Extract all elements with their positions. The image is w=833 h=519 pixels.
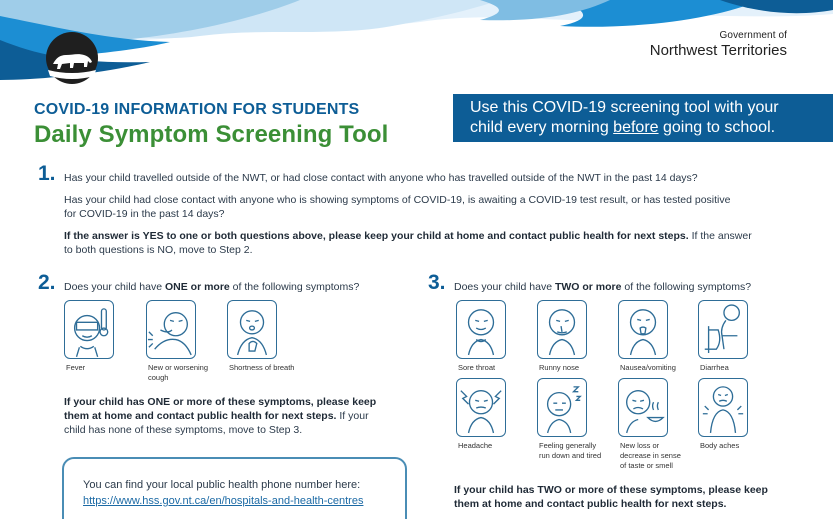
- symptom-label-sore-throat: Sore throat: [458, 363, 496, 372]
- step1-question2-line1: Has your child had close contact with anyone who is showing symptoms of COVID-19, is awaiting a COVID-19 test result, or has tested positive: [64, 194, 731, 206]
- step1-question1: Has your child travelled outside of the NWT, or had close contact with anyone who has travelled outside of the NWT in the past 14 days?: [64, 172, 698, 184]
- symptom-label-loss-of-taste-line3: of taste or smell: [620, 461, 673, 470]
- step3-question: [454, 280, 824, 294]
- step2-result-bold2: them at home and contact public health for next steps.: [64, 410, 337, 422]
- symptom-label-fever: Fever: [66, 363, 86, 372]
- loss-of-taste-icon: [619, 379, 667, 436]
- page-title: Daily Symptom Screening Tool: [34, 121, 389, 148]
- symptom-tile-tired: [537, 378, 587, 437]
- step3-question-post: of the following symptoms?: [621, 281, 752, 293]
- callout-line2-pre: child every morning: [470, 119, 614, 136]
- step2-result-bold1: If your child has ONE or more of these symptoms, please keep: [64, 396, 377, 408]
- government-logo-text: [650, 30, 787, 59]
- government-small-text: Government of: [719, 30, 787, 41]
- diarrhea-icon: [699, 301, 747, 358]
- government-big-text: Northwest Territories: [649, 42, 787, 59]
- step2-question: [64, 280, 424, 294]
- symptom-label-loss-of-taste-line1: New loss or: [620, 441, 660, 450]
- instruction-callout: [453, 94, 833, 142]
- step1-number: 1.: [38, 162, 56, 185]
- symptom-label-loss-of-taste-line2: decrease in sense: [620, 451, 681, 460]
- callout-emphasis: before: [613, 119, 659, 136]
- title-block: [34, 101, 388, 149]
- step2-question-post: of the following symptoms?: [229, 281, 360, 293]
- symptom-tile-nausea: [618, 300, 668, 359]
- symptom-tile-runny-nose: [537, 300, 587, 359]
- runny-nose-icon: [538, 301, 586, 358]
- step2-result-rest: If your: [336, 410, 369, 422]
- step2-number: 2.: [38, 271, 56, 294]
- symptom-label-diarrhea: Diarrhea: [700, 363, 729, 372]
- info-text: You can find your local public health phone number here:: [83, 479, 361, 491]
- headache-icon: [457, 379, 505, 436]
- symptom-tile-loss-of-taste: [618, 378, 668, 437]
- symptom-label-runny-nose: Runny nose: [539, 363, 580, 372]
- sore-throat-icon: [457, 301, 505, 358]
- step2-result-line2: [64, 409, 424, 423]
- callout-line2-post: going to school.: [658, 119, 776, 136]
- symptom-label-nausea: Nausea/vomiting: [620, 363, 676, 372]
- step3-result-bold2: them at home and contact public health for next steps.: [454, 498, 727, 510]
- step2-result-line1: [64, 395, 424, 409]
- step1-instruction-line1: [64, 229, 833, 243]
- health-centres-link[interactable]: https://www.hss.gov.nt.ca/en/hospitals-and-health-centres: [83, 495, 364, 507]
- symptom-label-cough-line1: New or worsening: [148, 363, 209, 372]
- step1-instruction-rest: If the answer: [688, 230, 752, 242]
- symptom-tile-sore-throat: [456, 300, 506, 359]
- symptom-tile-diarrhea: [698, 300, 748, 359]
- symptom-tile-fever: [64, 300, 114, 359]
- symptom-tile-headache: [456, 378, 506, 437]
- public-health-info-box: [62, 457, 407, 519]
- step1-instruction-bold: If the answer is YES to one or both questions above, please keep your child at home and contact public health for next steps.: [64, 230, 689, 242]
- callout-line1: Use this COVID-19 screening tool with your: [470, 99, 779, 116]
- step3-result-bold1: If your child has TWO or more of these symptoms, please keep: [454, 484, 768, 496]
- symptom-label-shortness-of-breath: Shortness of breath: [229, 363, 295, 372]
- symptom-label-tired-line1: Feeling generally: [539, 441, 597, 450]
- symptom-tile-shortness-of-breath: [227, 300, 277, 359]
- nausea-icon: [619, 301, 667, 358]
- step2-question-pre: Does your child have: [64, 281, 165, 293]
- symptom-tile-cough: [146, 300, 196, 359]
- shortness-of-breath-icon: [228, 301, 276, 358]
- tired-icon: [538, 379, 586, 436]
- symptom-label-cough-line2: cough: [148, 373, 169, 382]
- covid-subtitle: COVID-19 INFORMATION FOR STUDENTS: [34, 101, 360, 118]
- body-aches-icon: [699, 379, 747, 436]
- step3-result-line2: [454, 497, 824, 511]
- step2-result-line3: child has none of these symptoms, move to Step 3.: [64, 424, 303, 436]
- step3-question-pre: Does your child have: [454, 281, 555, 293]
- step3-number: 3.: [428, 271, 446, 294]
- symptom-label-headache: Headache: [458, 441, 493, 450]
- step3-result-line1: [454, 483, 824, 497]
- fever-icon: [65, 301, 113, 358]
- symptom-label-body-aches: Body aches: [700, 441, 740, 450]
- step3-question-bold: TWO or more: [554, 281, 622, 293]
- symptom-tile-body-aches: [698, 378, 748, 437]
- symptom-label-tired-line2: run down and tired: [539, 451, 602, 460]
- step1-question2-line2: for COVID-19 in the past 14 days?: [64, 208, 225, 220]
- callout-line2: [470, 118, 833, 138]
- cough-icon: [147, 301, 195, 358]
- step2-question-bold: ONE or more: [164, 281, 230, 293]
- step1-instruction-line2: to both questions is NO, move to Step 2.: [64, 244, 253, 256]
- polar-bear-logo-icon: [44, 30, 100, 86]
